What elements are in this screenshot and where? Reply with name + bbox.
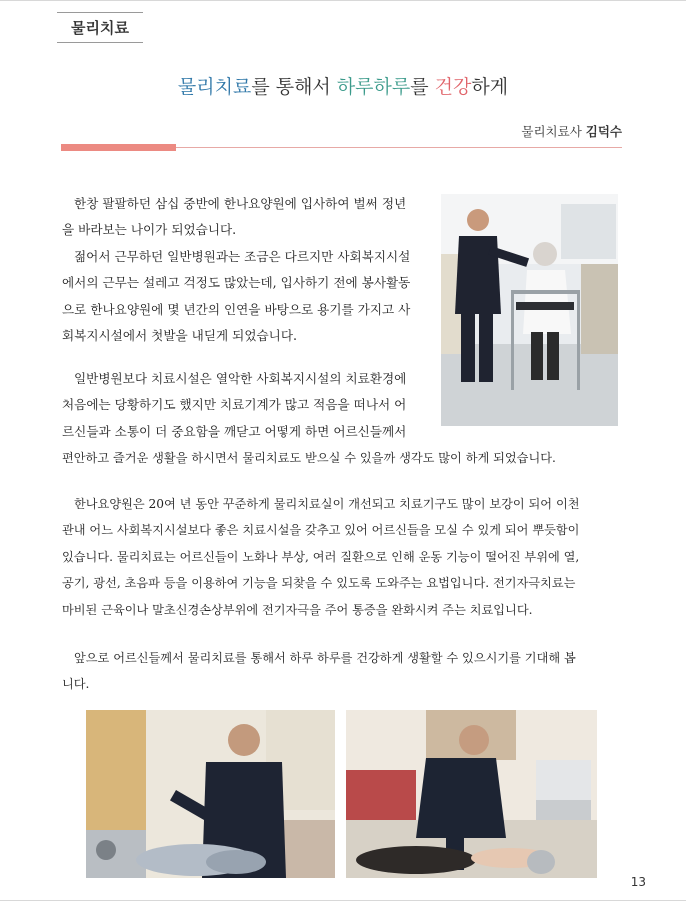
text-line: 으로 한나요양원에 몇 년간의 인연을 바탕으로 용기를 가지고 사 <box>62 301 411 317</box>
photo-walker-therapy-image <box>441 194 618 426</box>
paragraph-2 <box>62 244 434 350</box>
title-part-1: 물리치료 <box>177 76 252 98</box>
photo-compression-therapy-image <box>86 710 335 878</box>
title-part-3: 하루하루 <box>336 76 411 98</box>
paragraph-1 <box>62 191 434 244</box>
paragraph-5 <box>62 645 628 698</box>
text-line: 편안하고 즐거운 생활을 하시면서 물리치료도 받으실 수 있을까 생각도 많이 하게 되었습니다. <box>62 451 556 466</box>
paragraph-4 <box>62 491 628 623</box>
text-line: 니다. <box>62 677 90 692</box>
text-line: 젊어서 근무하던 일반병원과는 조금은 다르지만 사회복지시설 <box>74 249 411 264</box>
text-line: 처음에는 당황하기도 했지만 치료기계가 많고 적음을 떠나서 어 <box>62 397 407 413</box>
text-line: 르신들과 소통이 더 중요함을 깨닫고 어떻게 하면 어르신들께서 <box>62 423 407 439</box>
photo-leg-therapy-image <box>346 710 597 878</box>
text-line: 있습니다. 물리치료는 어르신들이 노화나 부상, 여러 질환으로 인해 운동 기능이 떨어진 부위에 열, <box>62 549 580 564</box>
page-number: 13 <box>630 875 646 889</box>
text-line: 에서의 근무는 설레고 걱정도 많았는데, 입사하기 전에 봉사활동 <box>62 275 411 291</box>
page-title <box>0 72 686 99</box>
text-line: 회복지시설에서 첫발을 내딛게 되었습니다. <box>62 328 297 344</box>
text-line: 앞으로 어르신들께서 물리치료를 통해서 하루 하루를 건강하게 생활할 수 있으시기를 기대해 봅 <box>74 651 576 665</box>
photo-walker-therapy <box>441 194 618 426</box>
text-line: 한창 팔팔하던 삼십 중반에 한나요양원에 입사하여 벌써 정년 <box>74 196 407 211</box>
text-line: 한나요양원은 20여 년 동안 꾸준하게 물리치료실이 개선되고 치료기구도 많이 보강이 되어 이천 <box>74 497 580 511</box>
divider-accent <box>61 144 176 151</box>
author-byline <box>521 122 622 140</box>
author-name: 김덕수 <box>585 124 622 139</box>
text-line: 공기, 광선, 초음파 등을 이용하여 기능을 되찾을 수 있도록 도와주는 요법입니다. 전기자극치료는 <box>62 576 576 591</box>
text-line: 일반병원보다 치료시설은 열악한 사회복지시설의 치료환경에 <box>74 371 407 386</box>
title-part-6: 하게 <box>471 76 509 98</box>
text-line: 마비된 근육이나 말초신경손상부위에 전기자극을 주어 통증을 완화시켜 주는 치료입니다. <box>62 602 533 617</box>
author-role: 물리치료사 <box>521 124 582 139</box>
title-part-2: 를 통해서 <box>251 76 337 98</box>
text-line: 관내 어느 사회복지시설보다 좋은 치료시설을 갖추고 있어 어르신들을 모실 수 있게 되어 뿌듯함이 <box>62 523 580 538</box>
photo-compression-therapy <box>86 710 335 878</box>
section-tab: 물리치료 <box>57 12 143 43</box>
text-line: 을 바라보는 나이가 되었습니다. <box>62 222 237 238</box>
title-part-4: 를 <box>410 76 435 98</box>
title-part-5: 건강 <box>434 76 472 98</box>
photo-leg-therapy <box>346 710 597 878</box>
